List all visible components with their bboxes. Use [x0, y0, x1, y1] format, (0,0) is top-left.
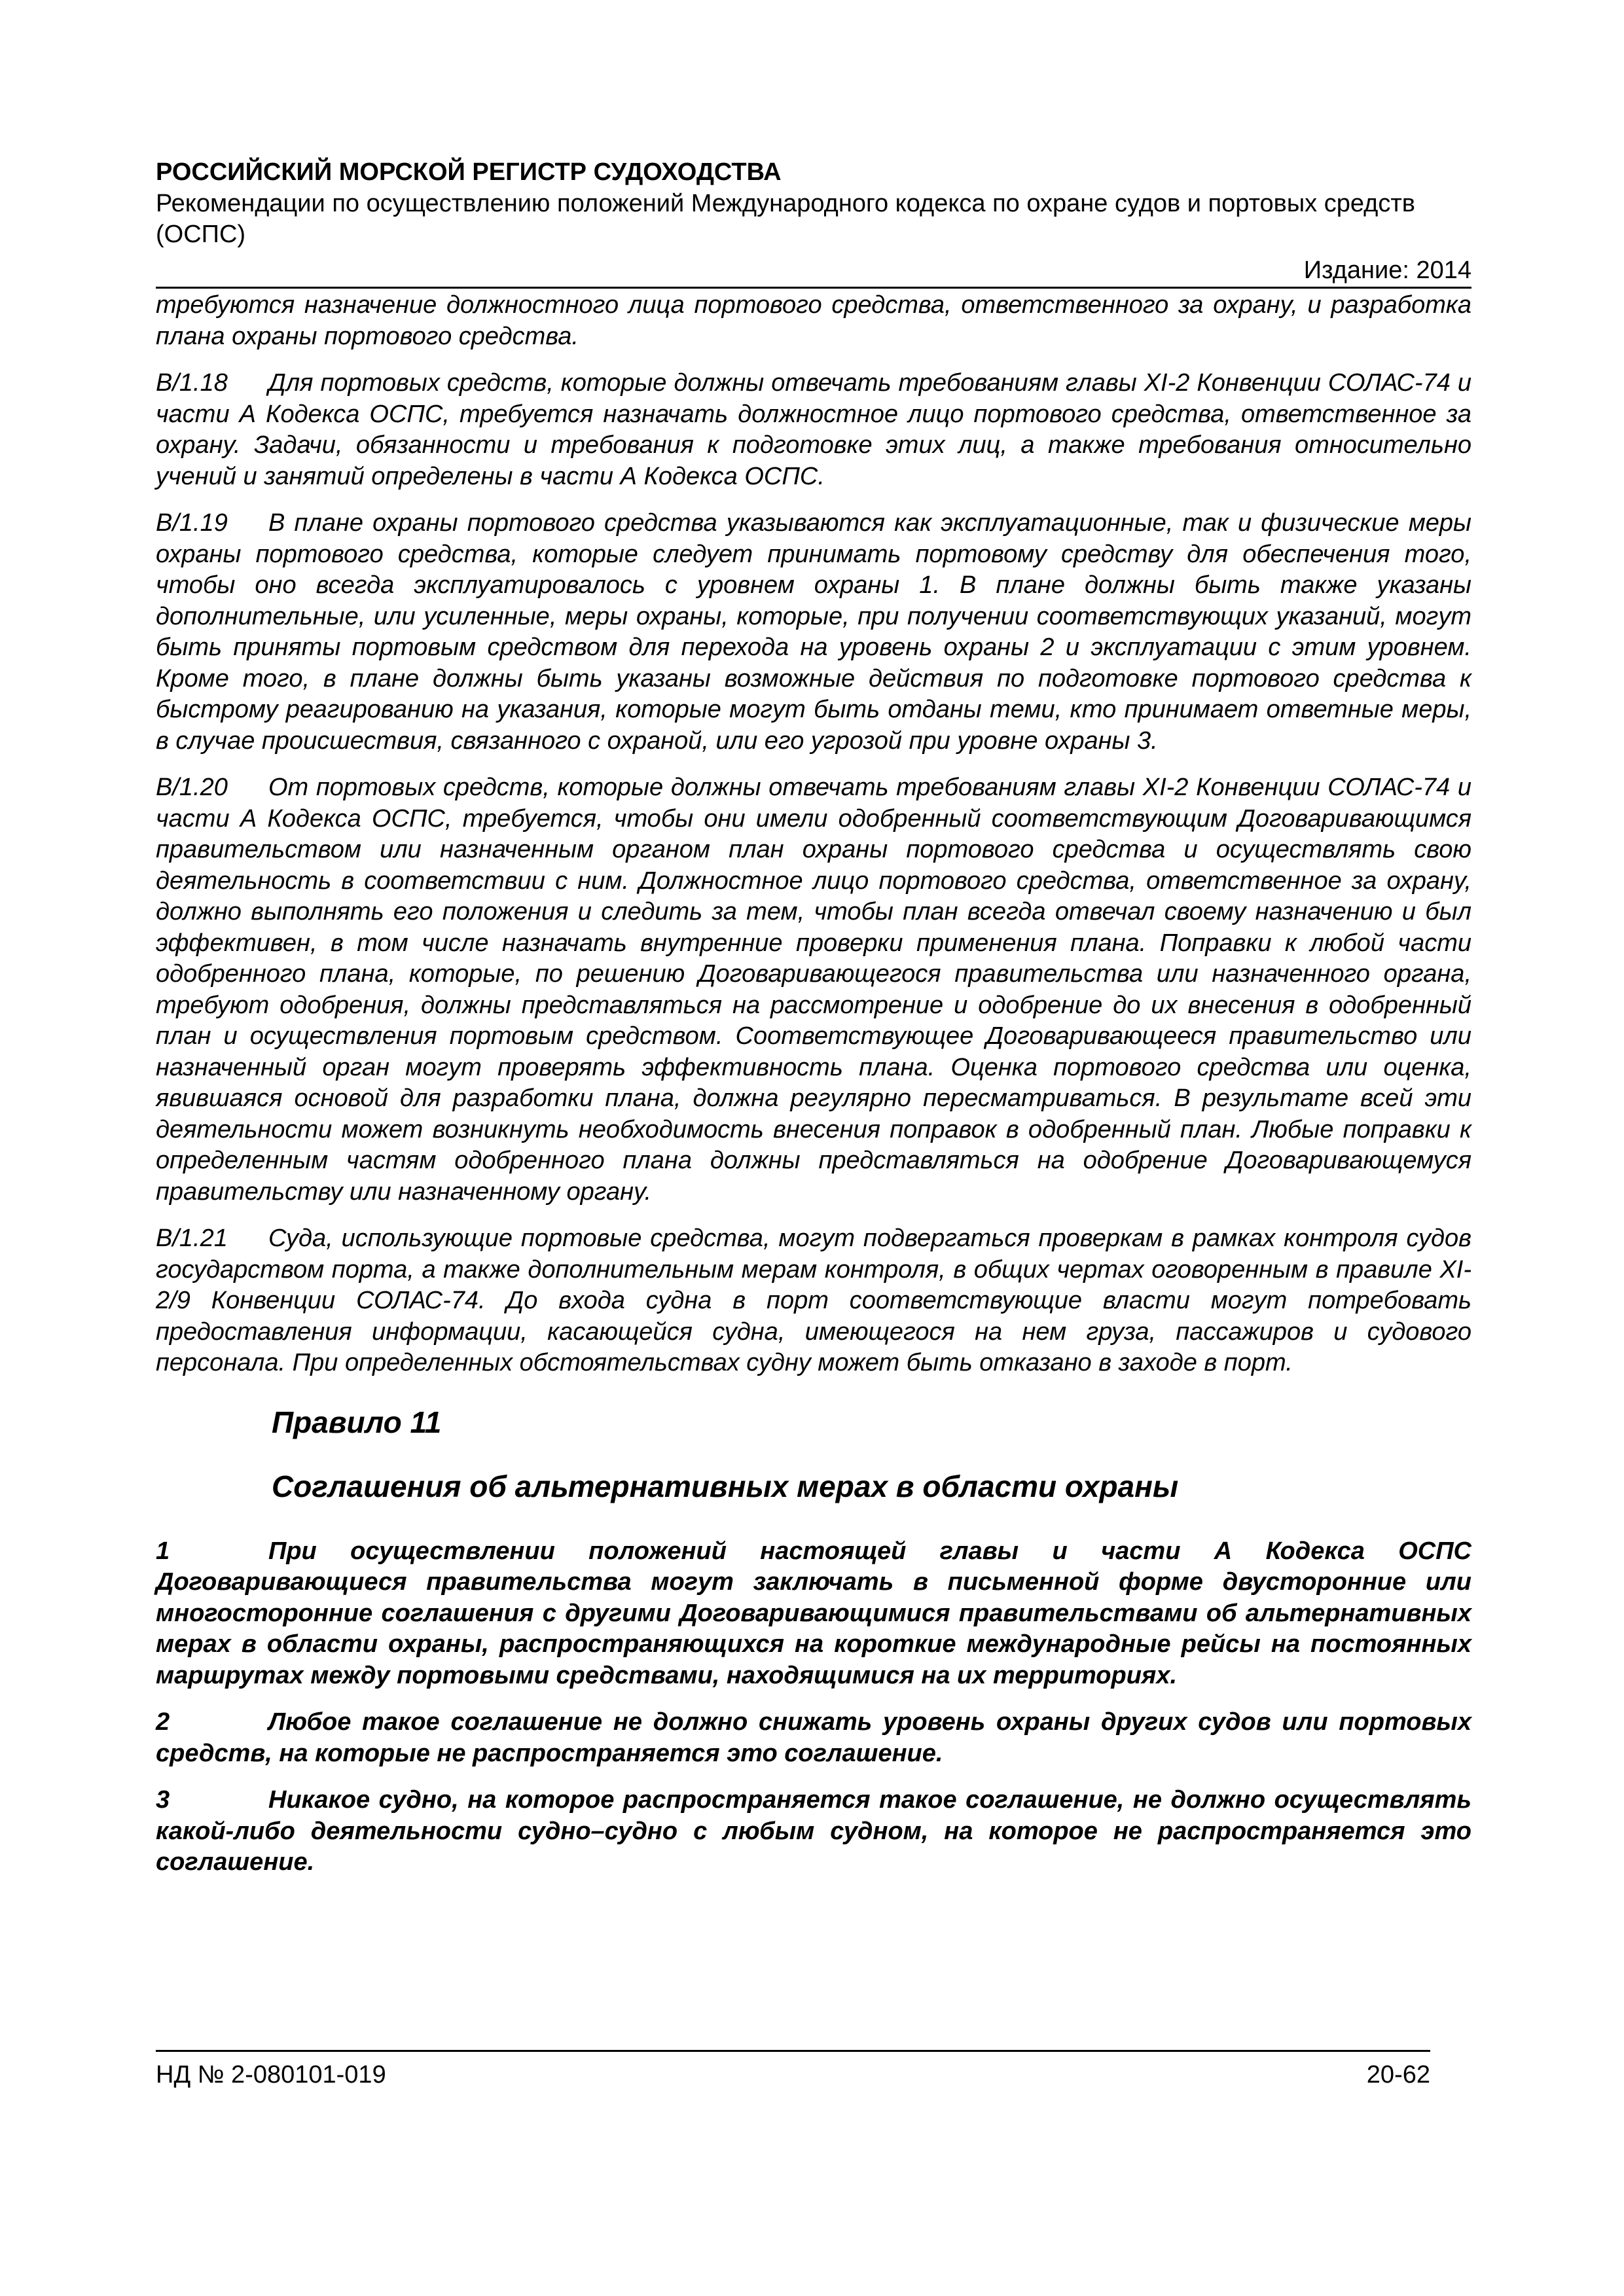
paragraph-text: От портовых средств, которые должны отвечать требованиям главы XI-2 Конвенции СОЛАС-74 и части А Кодекса ОСПС, требуется, чтобы они имели одобренный соответствующим Договаривающимся правительством или назначенным органом план охраны портового средства и осуществлять свою деятельность в соответствии с ним. Должностное лицо портового средства, ответственное за охрану, должно выполнять его положения и следить за тем, чтобы план всегда отвечал своему назначению и был эффективен, в том числе назначать внутренние проверки применения плана. Поправки к любой части одобренного плана, которые, по решению Договаривающегося правительства или назначенного органа, требуют одобрения, должны представляться на рассмотрение и одобрение до их внесения в одобренный план и осуществления портовым средством. Соответствующее Договаривающееся правительство или назначенный орган могут проверять эффективность плана. Оценка портового средства или оценка, явившаяся основой для разработки плана, должна регулярно пересматриваться. В результате всей эти деятельности может возникнуть необходимость внесения поправок в одобренный план. Любые поправки к определенным частям одобренного плана должны представляться на одобрение Договаривающемуся правительству или назначенному органу.: [156, 774, 1471, 1206]
rule-paragraph-1: [156, 1536, 1471, 1692]
paragraph-b-1-19: [156, 508, 1471, 757]
document-number: НД № 2-080101-019: [156, 2061, 386, 2089]
paragraph-b-1-21: [156, 1223, 1471, 1379]
document-page: [156, 157, 1471, 1894]
continuation-paragraph: требуются назначение должностного лица портового средства, ответственного за охрану, и разработка плана охраны портового средства.: [156, 291, 1471, 350]
paragraph-number: B/1.20: [156, 774, 228, 801]
rule-paragraph-number: 3: [156, 1786, 170, 1814]
paragraph-b-1-20: [156, 772, 1471, 1208]
rule-paragraph-text: При осуществлении положений настоящей главы и части А Кодекса ОСПС Договаривающиеся правительства могут заключать в письменной форме двусторонние или многосторонние соглашения с другими Договаривающимися правительствами об альтернативных мерах в области охраны, распространяющихся на короткие международные рейсы на постоянных маршрутах между портовыми средствами, находящимися на их территориях.: [156, 1537, 1471, 1689]
edition-label: Издание: 2014: [1303, 257, 1471, 284]
rule-paragraph-2: [156, 1707, 1471, 1769]
rule-paragraph-number: 2: [156, 1708, 170, 1736]
rule-heading: Правило 11: [272, 1405, 442, 1439]
rule-subheading: Соглашения об альтернативных мерах в области охраны: [272, 1469, 1179, 1503]
rule-paragraph-text: Любое такое соглашение не должно снижать уровень охраны других судов или портовых средств, на которые не распространяется это соглашение.: [156, 1708, 1471, 1767]
page-footer: [156, 2050, 1430, 2090]
paragraph-number: B/1.21: [156, 1225, 228, 1252]
document-title: Рекомендации по осуществлению положений Международного кодекса по охране судов и портовых средств (ОСПС): [156, 190, 1415, 248]
paragraph-number: B/1.18: [156, 369, 228, 397]
paragraph-b-1-18: [156, 368, 1471, 492]
rule-paragraph-number: 1: [156, 1537, 170, 1565]
organization-name: РОССИЙСКИЙ МОРСКОЙ РЕГИСТР СУДОХОДСТВА: [156, 158, 782, 186]
page-number: 20-62: [1366, 2061, 1430, 2089]
paragraph-text: Для портовых средств, которые должны отвечать требованиям главы XI-2 Конвенции СОЛАС-74 и части А Кодекса ОСПС, требуется назначать должностное лицо портового средства, ответственное за охрану. Задачи, обязанности и требования к подготовке этих лиц, а также требования относительно учений и занятий определены в части А Кодекса ОСПС.: [156, 369, 1471, 490]
paragraph-text: Суда, использующие портовые средства, могут подвергаться проверкам в рамках контроля судов государством порта, а также дополнительным мерам контроля, в общих чертах оговоренным в правиле XI-2/9 Конвенции СОЛАС-74. До входа судна в порт соответствующие власти могут потребовать предоставления информации, касающейся судна, имеющегося на нем груза, пассажиров и судового персонала. При определенных обстоятельствах судну может быть отказано в заходе в порт.: [156, 1225, 1471, 1376]
document-body: [156, 290, 1471, 1379]
paragraph-text: В плане охраны портового средства указываются как эксплуатационные, так и физические меры охраны портового средства, которые следует принимать портовому средству для обеспечения того, чтобы оно всегда эксплуатировалось с уровнем охраны 1. В плане должны быть также указаны дополнительные, или усиленные, меры охраны, которые, при получении соответствующих указаний, могут быть приняты портовым средством для перехода на уровень охраны 2 и эксплуатации с этим уровнем. Кроме того, в плане должны быть указаны возможные действия по подготовке портового средства к быстрому реагированию на указания, которые могут быть отданы теми, кто принимает ответные меры, в случае происшествия, связанного с охраной, или его угрозой при уровне охраны 3.: [156, 509, 1471, 755]
header-divider: [156, 287, 1471, 289]
rule-paragraph-3: [156, 1785, 1471, 1878]
rule-paragraph-text: Никакое судно, на которое распространяется такое соглашение, не должно осуществлять какой-либо деятельности судно–судно с любым судном, на которое не распространяется это соглашение.: [156, 1786, 1471, 1876]
paragraph-number: B/1.19: [156, 509, 228, 537]
rule-body: [156, 1536, 1471, 1878]
